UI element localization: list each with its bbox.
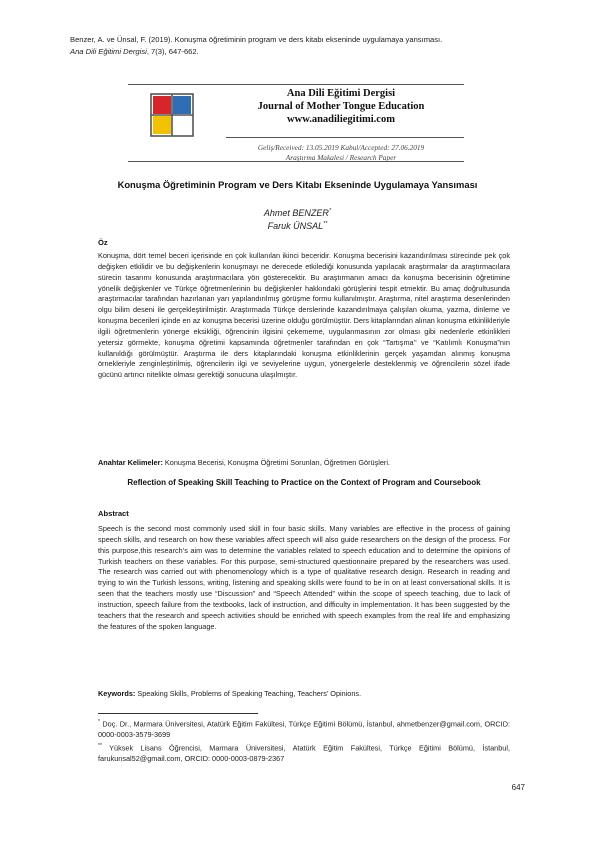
header-bottom-rule [128, 161, 464, 162]
keywords-tr-label: Anahtar Kelimeler: [98, 458, 163, 467]
citation-header [70, 34, 540, 58]
citation-text: Benzer, A. ve Ünsal, F. (2019). Konuşma öğretiminin program ve ders kitabı ekseninde uygulamaya yansıması. [70, 35, 443, 44]
footnote-rule [98, 713, 258, 714]
received-accepted-dates: Geliş/Received: 13.05.2019 Kabul/Accepted: 27.06.2019 [257, 143, 425, 152]
header-top-rule [128, 84, 464, 85]
journal-title-en: Journal of Mother Tongue Education [257, 101, 425, 112]
journal-logo-icon [150, 93, 194, 137]
author-1 [70, 208, 525, 218]
author-2-mark: ** [323, 221, 328, 227]
journal-title-tr: Ana Dili Eğitimi Dergisi [286, 88, 396, 99]
footnote-2 [98, 741, 510, 765]
keywords-en-label: Keywords: [98, 689, 136, 698]
author-1-name: Ahmet BENZER [263, 208, 329, 218]
keywords-tr-list: Konuşma Becerisi, Konuşma Öğretimi Sorunları, Öğretmen Görüşleri. [162, 458, 390, 467]
citation-volume: , 7(3), 647-662. [146, 47, 199, 56]
author-2-name: Faruk ÜNSAL [267, 221, 324, 231]
ozet-heading: Öz [98, 238, 108, 247]
citation-journal: Ana Dili Eğitimi Dergisi [70, 47, 147, 56]
keywords-tr [98, 458, 510, 469]
article-title: Konuşma Öğretiminin Program ve Ders Kitabı Ekseninde Uygulamaya Yansıması [117, 179, 478, 190]
keywords-en [98, 689, 510, 700]
journal-title-block [226, 87, 456, 126]
journal-website: www.anadiliegitimi.com [287, 114, 395, 125]
article-type: Araştırma Makalesi / Research Paper [285, 153, 397, 162]
journal-header [128, 84, 464, 162]
footnote-1 [98, 717, 510, 741]
footnote-1-text: Doç. Dr., Marmara Üniversitesi, Atatürk Eğitim Fakültesi, Türkçe Eğitimi Bölümü, İstanbul, ahmetbenzer@gmail.com, ORCID: 0000-0003-3579-3699 [98, 719, 510, 740]
ozet-text: Konuşma, dört temel beceri içerisinde en çok kullanılan ikinci beceridir. Konuşma becerisini kazandırılması sürecinde pek çok değişken etkilidir ve bu değişkenlerin konuşmayı ne derecede etkilediği konusunda yapılacak araştırmalar da araştırmacılara sürecin tasarımı konusunda araştırmacılara yön gösterecektir. Bu araştırmanın amacı da konuşma becerisinin öğretimine yönelik değişkenler ve Türkçe öğretmenlerinin bu değişkenler hakkındaki görüşlerini tespit etmektir. Bu amaç doğrultusunda araştırmacılar tarafından hazırlanan yarı yapılandırılmış görüşme formu kullanılmıştır. Araştırma, nitel araştırma desenlerinden olgu bilim deseni ile gerçekleştirilmiştir. Araştırmada Türkçe derslerinde kazandırılmaya çalışılan okuma, yazma, dinleme ve konuşma becerileri içinde en az konuşma becerisi üzerine olduğu görülmüştür. Ders kitaplarından alınan konuşma etkinlikleriyle ilgili öğretmenlerin yönerge eksikliği, öğrencinin ilgisini çekememe, uygulanmasının zor olması gibi nedenlerle etkinlikleri yetersiz görmekte, konuşma öğretimi kapsamında öğretmenler tarafından en çok “Tartışma’’ ve “Katılımlı Konuşma”nın kullanıldığı görülmüştür. Araştırma ile ders kitaplarındaki konuşma etkinliklerinin gerçek yaşamdan alınmış konuşma örnekleriyle zenginleştirilmiş, öğrencilerin ilgi ve seviyelerine uygun, yönergelerle desteklenmiş ve öğrencilerin sözel ifade gücünü artırıcı nitelikte olması gerektiği sonucuna ulaşılmıştır. [98, 251, 510, 380]
article-dates-block [226, 143, 456, 163]
author-1-mark: * [328, 208, 332, 214]
abstract-text: Speech is the second most commonly used skill in four basic skills. Many variables are effective in the process of gaining speech skills, and research on how these variables affect speech will also guide researchers on the design of the process. For this purpose,this research’s aim was to determine the variables related to speech education and to determine the opinions of Turkish teachers on these variables. For this purpose, semi-structured questionnaire prepared by the researchers was used. The research was carried out with phenomenology which is a type of qualitative research design. Research in reading and trying to win the Turkish lessons, writing, listening and speaking skills were found to be in on at least conversational skills. It is seen that the teachers mostly use “Discussion” and “Speech Attended” within the scope of speech teaching, due to lack of instruction, speech failure from the textbooks, lack of instruction, and difficulty in implementation. It has been suggested by the teachers that the research and speech activities should be enriched with speech examples from the real life and emphasizing the features of the spoken language. [98, 524, 510, 631]
footnote-2-mark: ** [98, 743, 102, 749]
footnote-1-mark: * [98, 719, 100, 725]
author-2 [70, 221, 525, 231]
header-mid-rule [226, 137, 464, 138]
english-title: Reflection of Speaking Skill Teaching to Practice on the Context of Program and Coursebook [127, 478, 481, 487]
abstract-heading: Abstract [98, 509, 129, 518]
footnote-2-text: Yüksek Lisans Öğrencisi, Marmara Üniversitesi, Atatürk Eğitim Fakültesi, Türkçe Eğitimi Bölümü, İstanbul, farukunsal52@gmail.com, ORCID: 0000-0003-0879-2367 [98, 743, 510, 764]
keywords-en-list: Speaking Skills, Problems of Speaking Teaching, Teachers’ Opinions. [135, 689, 362, 698]
page-number: 647 [511, 783, 525, 792]
